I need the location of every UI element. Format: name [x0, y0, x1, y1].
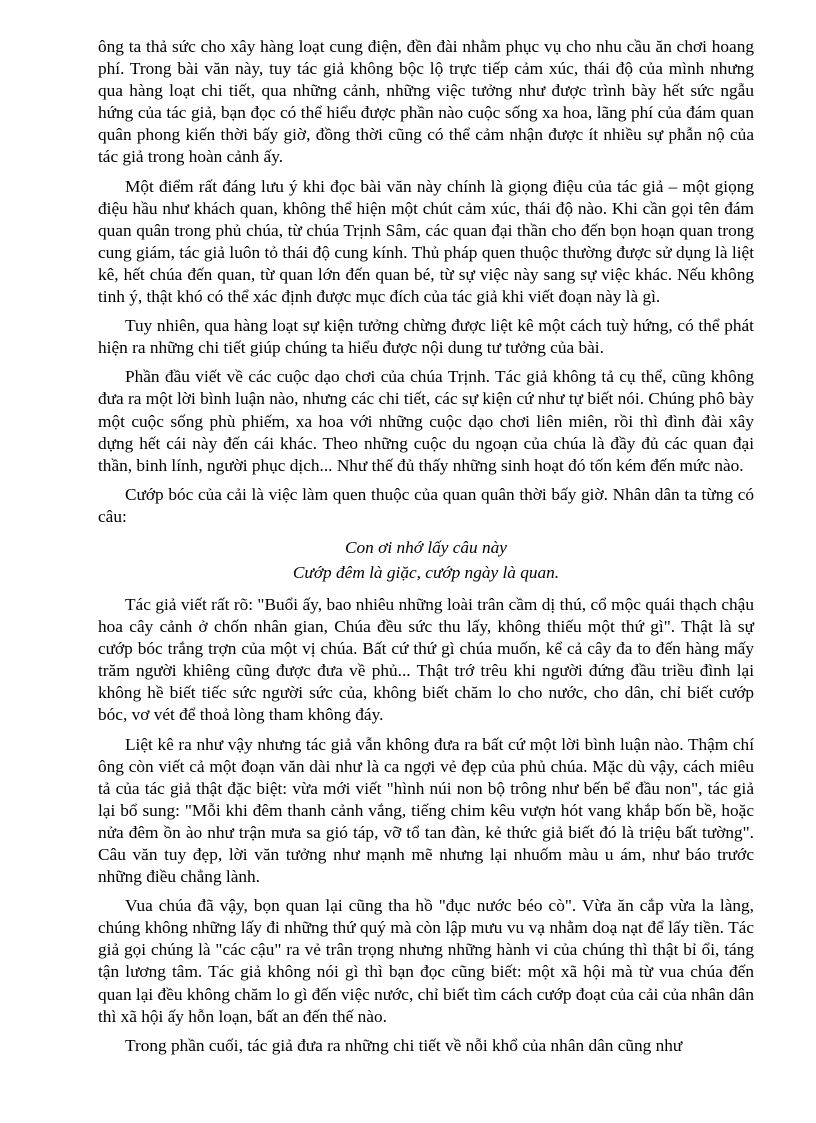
paragraph-2: Một điểm rất đáng lưu ý khi đọc bài văn này chính là giọng điệu của tác giả – một giọng điệu hầu như khách quan, không thể hiện một chút cảm xúc, thái độ nào. Khi cần gọi tên đám quan quân trong phủ chúa, từ chúa Trịnh Sâm, các quan đại thần cho đến bọn hoạn quan trong cung giám, tác giả luôn tỏ thái độ cung kính. Thủ pháp quen thuộc thường được sử dụng là liệt kê, hết chúa đến quan, từ quan lớn đến quan bé, từ sự việc này sang sự việc khác. Nếu không tinh ý, thật khó có thể xác định được mục đích của tác giả khi viết đoạn này là gì. — [98, 176, 754, 307]
folk-verse — [98, 535, 754, 585]
document-page — [98, 36, 754, 1064]
paragraph-6: Tác giả viết rất rõ: "Buổi ấy, bao nhiêu những loài trân cầm dị thú, cổ mộc quái thạch chậu hoa cây cảnh ở chốn nhân gian, Chúa đều sức thu lấy, không thiếu một thứ gì". Thật là sự cướp bóc trắng trợn của một vị chúa. Bất cứ thứ gì chúa muốn, kể cả cây đa to đến hàng mấy trăm người khiêng cũng được đưa về phủ... Thật trớ trêu khi người đứng đầu triều đình lại không hề biết tiếc sức người sức của, không biết chăm lo cho nước, cho dân, chỉ biết cướp bóc, vơ vét để thoả lòng tham không đáy. — [98, 594, 754, 725]
paragraph-1: ông ta thả sức cho xây hàng loạt cung điện, đền đài nhằm phục vụ cho nhu cầu ăn chơi hoang phí. Trong bài văn này, tuy tác giả không bộc lộ trực tiếp cảm xúc, thái độ của mình nhưng qua hàng loạt chi tiết, qua những cảnh, những việc tưởng như được trình bày hết sức ngẫu hứng của tác giả, bạn đọc có thể hiểu được phần nào cuộc sống xa hoa, lãng phí của đám quan quân phong kiến thời bấy giờ, đồng thời cũng có thể cảm nhận được ít nhiều sự phẫn nộ của tác giả trong hoàn cảnh ấy. — [98, 37, 754, 167]
verse-line-1: Con ơi nhớ lấy câu này — [345, 537, 507, 557]
paragraph-3: Tuy nhiên, qua hàng loạt sự kiện tưởng chừng được liệt kê một cách tuỳ hứng, có thể phát hiện ra những chi tiết giúp chúng ta hiểu được nội dung tư tưởng của bài. — [98, 316, 754, 358]
paragraph-4: Phần đầu viết về các cuộc dạo chơi của chúa Trịnh. Tác giả không tả cụ thể, cũng không đưa ra một lời bình luận nào, nhưng các chi tiết, các sự kiện cứ như tự biết nói. Chúng phô bày một cuộc sống phù phiếm, xa hoa với những cuộc dạo chơi liên miên, rồi thì đình đài xây dựng hết cái này đến cái khác. Theo những cuộc du ngoạn của chúa là đầy đủ các quan đại thần, binh lính, người phục dịch... Như thế đủ thấy những sinh hoạt đó tốn kém đến mức nào. — [98, 367, 754, 475]
verse-line-2: Cướp đêm là giặc, cướp ngày là quan. — [292, 562, 560, 582]
paragraph-9: Trong phần cuối, tác giả đưa ra những chi tiết về nỗi khổ của nhân dân cũng như — [125, 1035, 683, 1055]
paragraph-5: Cướp bóc của cải là việc làm quen thuộc của quan quân thời bấy giờ. Nhân dân ta từng có câu: — [98, 484, 754, 526]
paragraph-7: Liệt kê ra như vậy nhưng tác giả vẫn không đưa ra bất cứ một lời bình luận nào. Thậm chí ông còn viết cả một đoạn văn dài như là ca ngợi vẻ đẹp của phủ chúa. Mặc dù vậy, cách miêu tả của tác giả thật đặc biệt: vừa mới viết "hình núi non bộ trông như bến bể đầu non", tác giả lại bổ sung: "Mỗi khi đêm thanh cảnh vắng, tiếng chim kêu vượn hót vang khắp bốn bề, hoặc nửa đêm ồn ào như trận mưa sa gió táp, vỡ tổ tan đàn, kẻ thức giả biết đó là triệu bất tường". Câu văn tuy đẹp, lời văn tưởng như mạnh mẽ nhưng lại nhuốm màu u ám, như báo trước những điều chẳng lành. — [98, 734, 754, 887]
paragraph-8: Vua chúa đã vậy, bọn quan lại cũng tha hồ "đục nước béo cò". Vừa ăn cắp vừa la làng, chúng không những lấy đi những thứ quý mà còn lập mưu vu vạ nhằm doạ nạt để lấy tiền. Tác giả gọi chúng là "các cậu" ra vẻ trân trọng nhưng những hành vi của chúng thì thật bỉ ổi, táng tận lương tâm. Tác giả không nói gì thì bạn đọc cũng biết: một xã hội mà từ vua chúa đến quan lại đều không chăm lo gì đến việc nước, chỉ biết tìm cách cướp đoạt của cải của nhân dân thì xã hội ấy hỗn loạn, bất an đến thế nào. — [98, 896, 754, 1026]
